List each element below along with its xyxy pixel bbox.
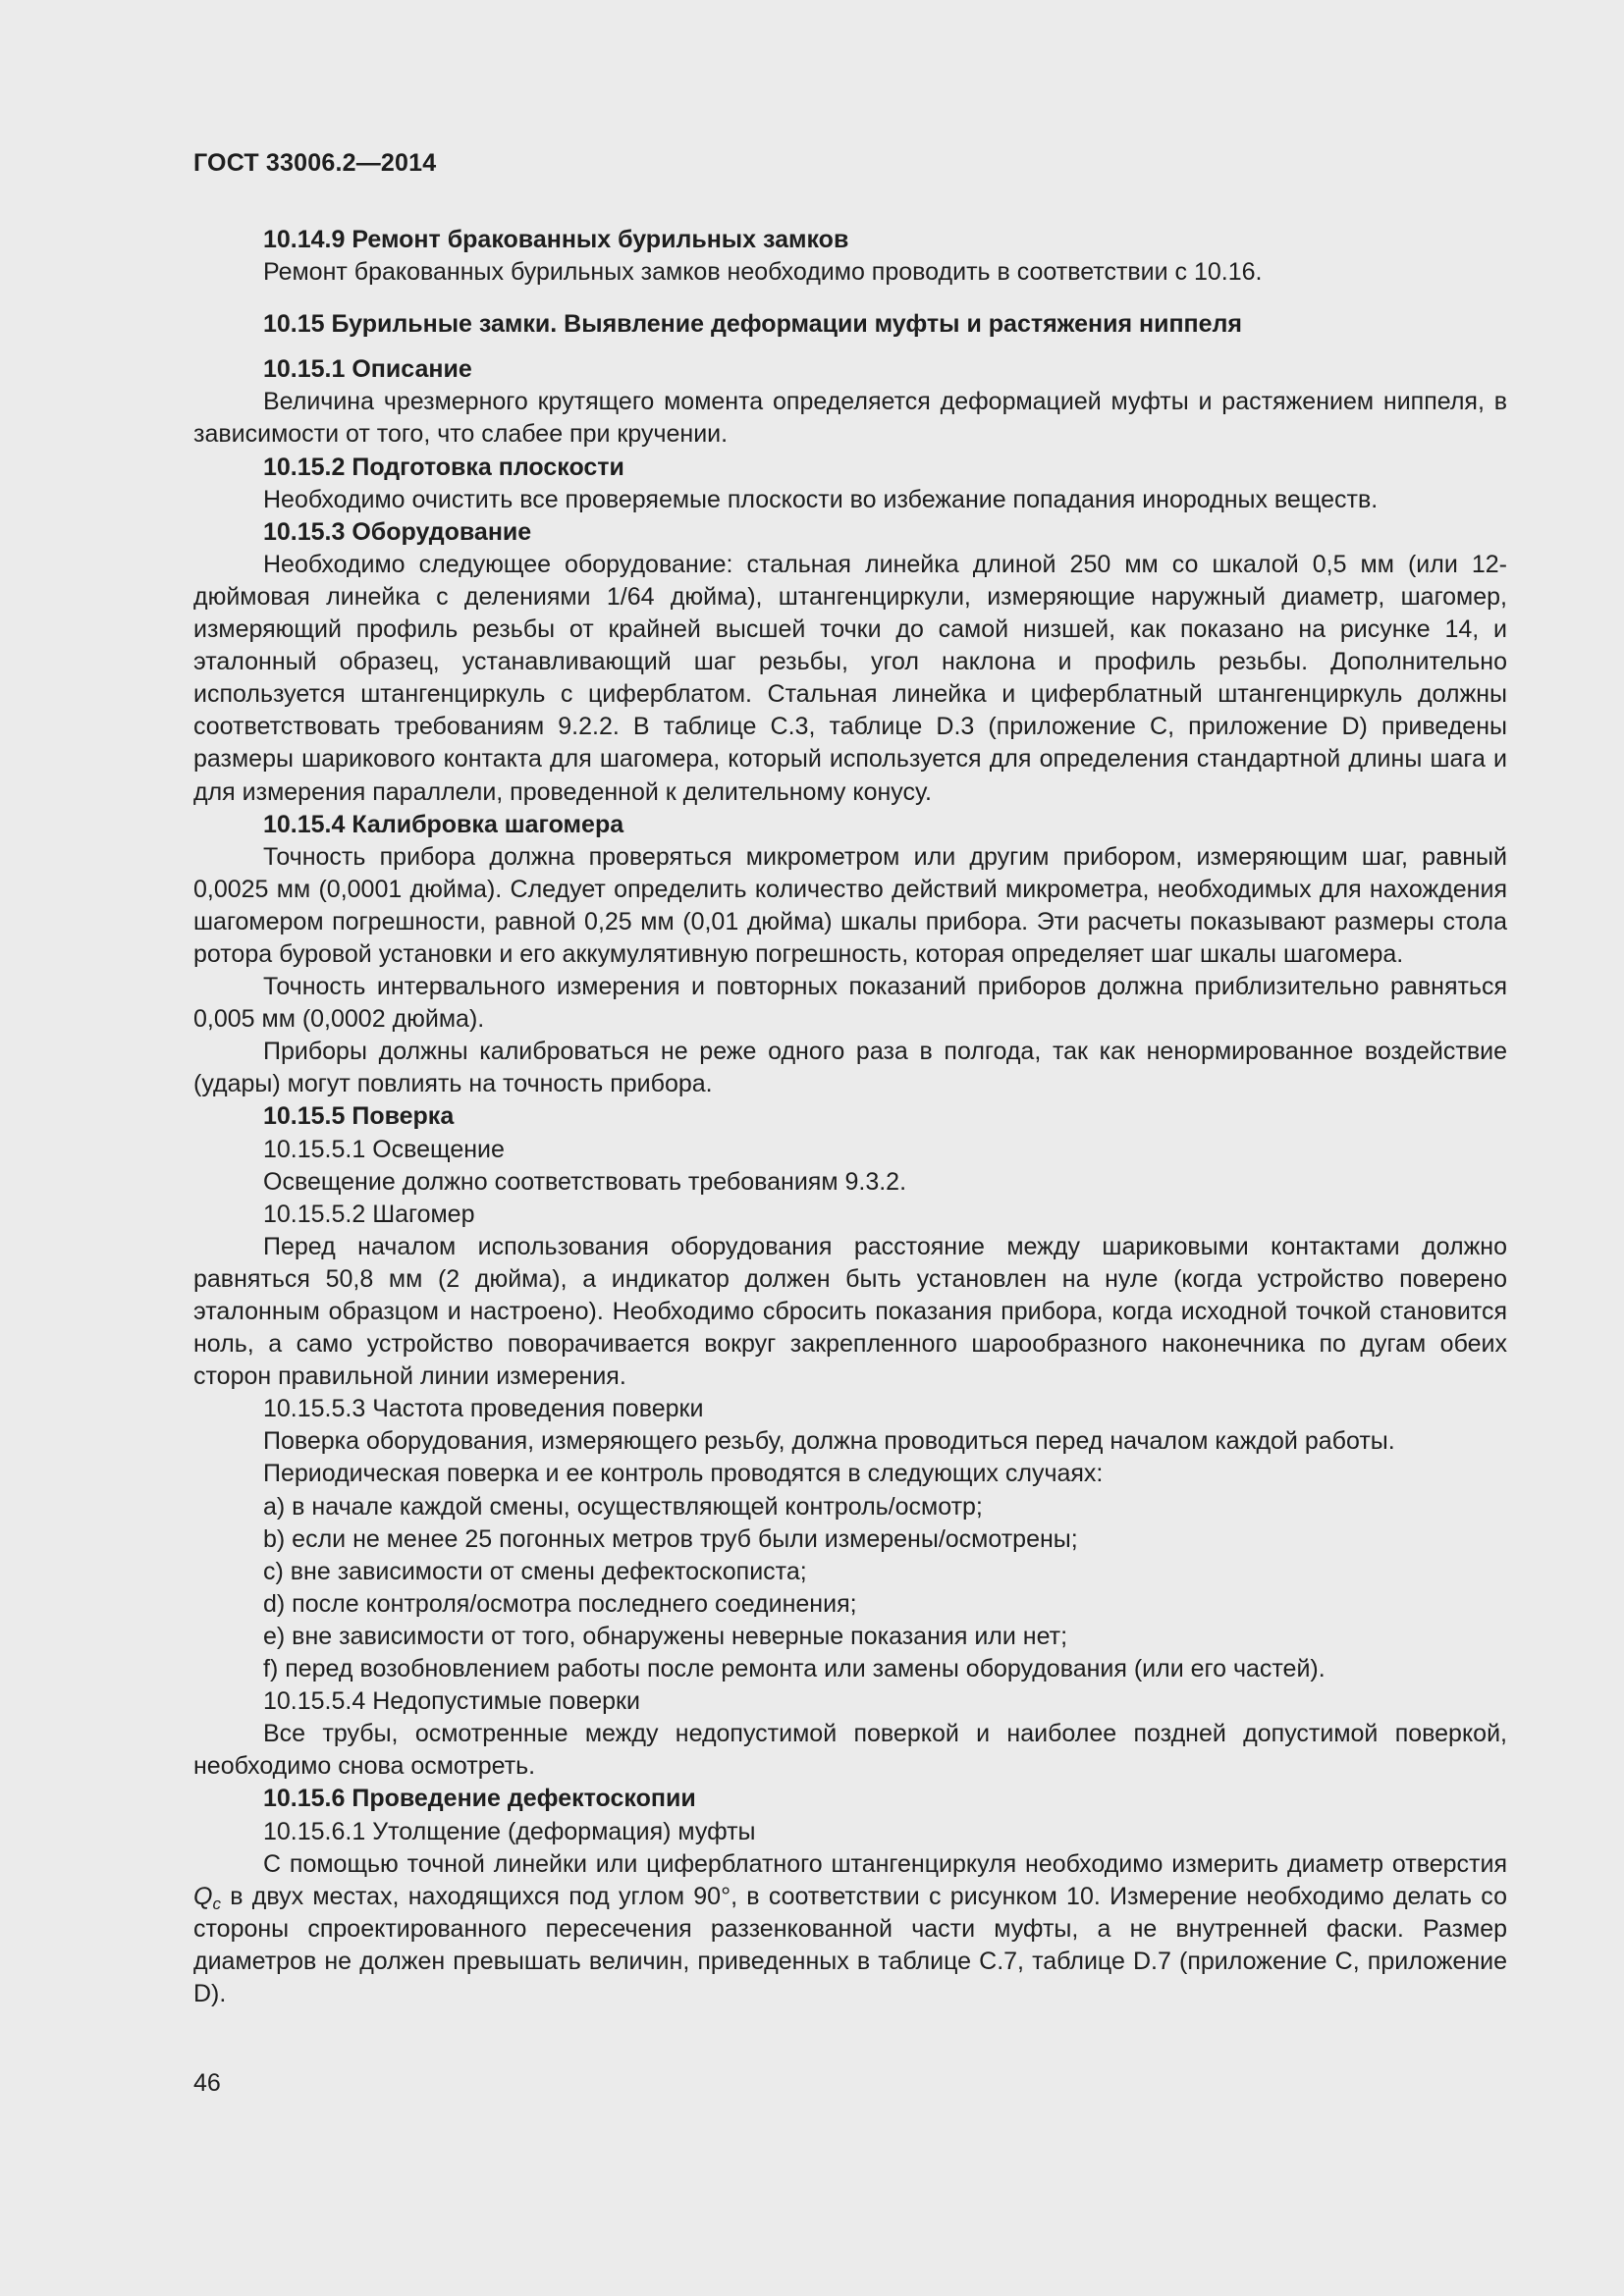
list-item-e: e) вне зависимости от того, обнаружены неверные показания или нет; [263, 1622, 1068, 1650]
paragraph-10-15-3: Необходимо следующее оборудование: стальная линейка длиной 250 мм со шкалой 0,5 мм (или 12-дюймовая линейка с делениями 1/64 дюйма), штангенциркули, измеряющие наружный диаметр, шагомер, измеряющий профиль резьбы от крайней высшей точки до самой низшей, как показано на рисунке 14, и эталонный образец, устанавливающий шаг резьбы, угол наклона и профиль резьбы. Дополнительно используется штангенциркуль с циферблатом. Стальная линейка и циферблатный штангенциркуль должны соответствовать требованиям 9.2.2. В таблице С.3, таблице D.3 (приложение С, приложение D) приведены размеры шарикового контакта для шагомера, который используется для определения стандартной длины шага и для измерения параллели, проведенной к делительному конусу. [193, 550, 1507, 806]
subheading-10-15-5-1: 10.15.5.1 Освещение [263, 1135, 505, 1163]
heading-10-15-1: 10.15.1 Описание [263, 355, 472, 384]
subheading-10-15-6-1: 10.15.6.1 Утолщение (деформация) муфты [263, 1817, 756, 1845]
paragraph-10-14-9: Ремонт бракованных бурильных замков необходимо проводить в соответствии с 10.16. [263, 258, 1263, 287]
subheading-10-15-5-3: 10.15.5.3 Частота проведения поверки [263, 1395, 704, 1423]
heading-10-15-5: 10.15.5 Поверка [263, 1102, 455, 1131]
paragraph-10-15-5-2: Перед началом использования оборудования расстояние между шариковыми контактами должно равняться 50,8 мм (2 дюйма), а индикатор должен быть установлен на нуле (когда устройство поверено эталонным образцом и настроено). Необходимо сбросить показания прибора, когда исходной точкой становится ноль, а само устройство поворачивается вокруг закрепленного шарообразного наконечника по дугам обеих сторон правильной линии измерения. [193, 1232, 1507, 1391]
paragraph-10-15-5-3-a: Поверка оборудования, измеряющего резьбу, должна проводиться перед началом каждой работы. [263, 1427, 1395, 1456]
heading-10-15-4: 10.15.4 Калибровка шагомера [263, 810, 624, 838]
paragraph-10-15-6-1-part-2: в двух местах, находящихся под углом 90°, в соответствии с рисунком 10. Измерение необходимо делать со стороны спроектированного пересечения раззенкованной части муфты, а не внутренней фаски. Размер диаметров не должен превышать величин, приведенных в таблице С.7, таблице D.7 (приложение С, приложение D). [193, 1882, 1507, 2007]
list-item-c: c) вне зависимости от смены дефектоскописта; [263, 1557, 807, 1585]
paragraph-10-15-4-a: Точность прибора должна проверяться микрометром или другим прибором, измеряющим шаг, равный 0,0025 мм (0,0001 дюйма). Следует определить количество действий микрометра, необходимых для нахождения шагомером погрешности, равной 0,25 мм (0,01 дюйма) шкалы прибора. Эти расчеты показывают размеры стола ротора буровой установки и его аккумулятивную погрешность, которая определяет шаг шкалы шагомера. [193, 842, 1507, 968]
paragraph-10-15-6-1 [193, 1848, 1507, 2010]
heading-10-14-9: 10.14.9 Ремонт бракованных бурильных замков [263, 226, 849, 253]
paragraph-10-15-4-c: Приборы должны калиброваться не реже одного раза в полгода, так как ненормированное воздействие (удары) могут повлиять на точность прибора. [193, 1038, 1507, 1098]
paragraph-10-15-5-1: Освещение должно соответствовать требованиям 9.3.2. [263, 1167, 907, 1196]
paragraph-10-15-4-b: Точность интервального измерения и повторных показаний приборов должна приблизительно равняться 0,005 мм (0,0002 дюйма). [193, 973, 1507, 1034]
document-header: ГОСТ 33006.2—2014 [193, 149, 437, 177]
symbol-qc: $Q_c$ [193, 1882, 221, 1913]
list-item-a: a) в начале каждой смены, осуществляющей контроль/осмотр; [263, 1492, 983, 1521]
document-body [193, 224, 1507, 2010]
subheading-10-15-5-4: 10.15.5.4 Недопустимые поверки [263, 1687, 640, 1716]
subheading-10-15-5-2: 10.15.5.2 Шагомер [263, 1200, 475, 1228]
heading-10-15: 10.15 Бурильные замки. Выявление деформации муфты и растяжения ниппеля [263, 310, 1243, 339]
list-item-b: b) если не менее 25 погонных метров труб были измерены/осмотрены; [263, 1524, 1078, 1553]
heading-10-15-3: 10.15.3 Оборудование [263, 517, 532, 546]
paragraph-10-15-6-1-part-1: С помощью точной линейки или циферблатного штангенциркуля необходимо измерить диаметр отверстия [263, 1849, 1507, 1878]
heading-10-15-6: 10.15.6 Проведение дефектоскопии [263, 1785, 696, 1813]
paragraph-10-15-5-4: Все трубы, осмотренные между недопустимой поверкой и наиболее поздней допустимой поверкой, необходимо снова осмотреть. [193, 1720, 1507, 1781]
heading-10-15-2: 10.15.2 Подготовка плоскости [263, 453, 624, 481]
paragraph-10-15-2: Необходимо очистить все проверяемые плоскости во избежание попадания инородных веществ. [263, 485, 1379, 513]
paragraph-10-15-5-3-b: Периодическая поверка и ее контроль проводятся в следующих случаях: [263, 1460, 1104, 1488]
paragraph-10-15-1: Величина чрезмерного крутящего момента определяется деформацией муфты и растяжением ниппеля, в зависимости от того, что слабее при кручении. [193, 388, 1507, 449]
list-item-f: f) перед возобновлением работы после ремонта или замены оборудования (или его частей). [263, 1655, 1326, 1683]
page-number: 46 [193, 2069, 221, 2097]
list-item-d: d) после контроля/осмотра последнего соединения; [263, 1589, 857, 1618]
